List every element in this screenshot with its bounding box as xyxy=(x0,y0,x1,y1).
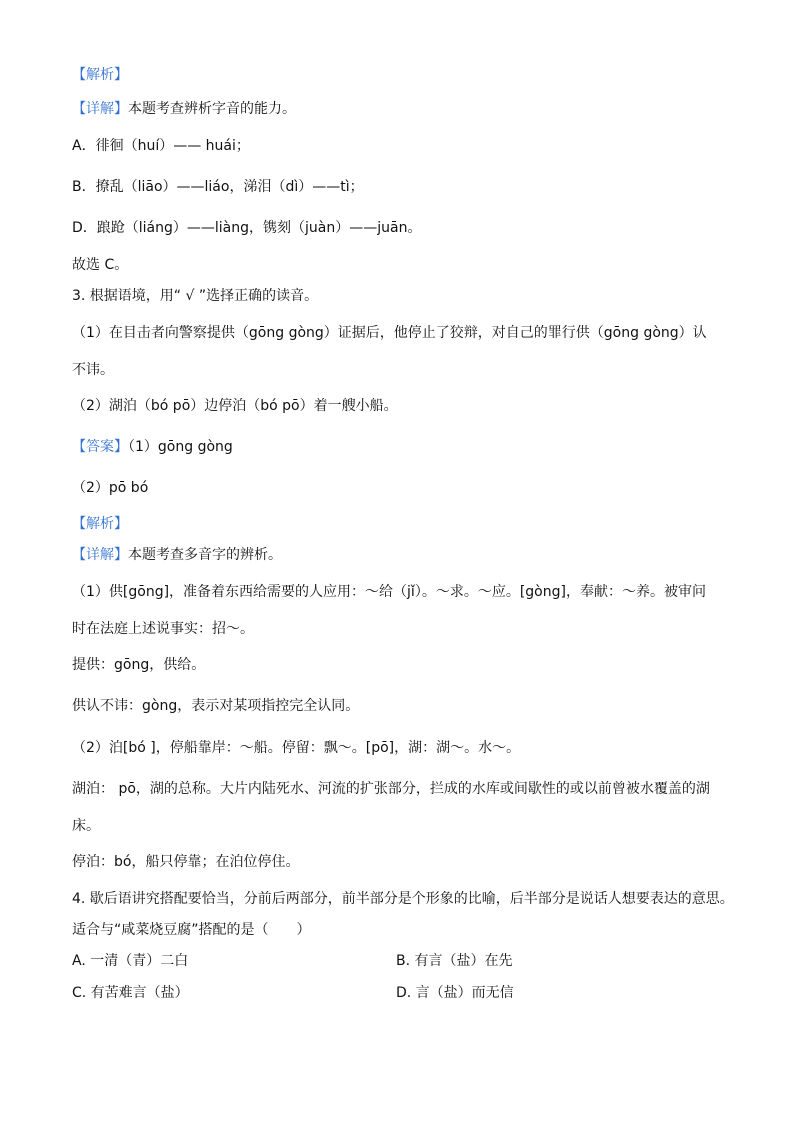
question-3-sentence-1: （1）在目击者向警察提供（gōng gòng）证据后，他停止了狡辩，对自己的罪行供（gōng gòng）认 xyxy=(72,325,707,341)
explanation-2-line-3: 床。 xyxy=(72,818,100,834)
question-4-option-a: A. 一清（青）二白 xyxy=(72,953,189,969)
explanation-1-line-3: 提供：gōng，供给。 xyxy=(72,657,206,673)
detail-text-2: 本题考查多音字的辨析。 xyxy=(128,547,282,563)
answer-1: （1）gōng gòng xyxy=(128,439,233,455)
option-d-explanation: D．踉跄（liáng）——liàng，镌刻（juàn）——juān。 xyxy=(72,220,422,236)
analysis-heading: 【解析】 xyxy=(72,67,128,83)
detail-paragraph-2 xyxy=(72,546,282,564)
explanation-2-line-1: （2）泊[bó ]，停船靠岸：～船。停留：飘～。[pō]，湖：湖～。水～。 xyxy=(72,740,521,756)
question-4-option-d: D. 言（盐）而无信 xyxy=(396,985,514,1001)
question-4-option-c: C. 有苦难言（盐） xyxy=(72,985,189,1001)
explanation-1-line-1: （1）供[gōng]，准备着东西给需要的人应用：～给（jǐ）。～求。～应。[gòng]，奉献：～养。被审问 xyxy=(72,584,706,600)
option-a-explanation: A．徘徊（huí）—— huái； xyxy=(72,138,250,154)
option-b-explanation: B．撩乱（liāo）——liáo，涕泪（dì）——tì； xyxy=(72,179,364,195)
question-4-line-2: 适合与“咸菜烧豆腐”搭配的是（ ） xyxy=(72,922,311,938)
explanation-1-line-4: 供认不讳：gòng，表示对某项指控完全认同。 xyxy=(72,698,360,714)
explanation-2-line-2: 湖泊： pō，湖的总称。大片内陆死水、河流的扩张部分，拦成的水库或间歇性的或以前曾被水覆盖的湖 xyxy=(72,781,710,797)
explanation-1-line-2: 时在法庭上述说事实：招～。 xyxy=(72,621,254,637)
question-3-title: 3. 根据语境，用“ √ ”选择正确的读音。 xyxy=(72,288,319,304)
question-4-line-1: 4. 歇后语讲究搭配要恰当，分前后两部分，前半部分是个形象的比喻，后半部分是说话人想要表达的意思。 xyxy=(72,891,734,907)
analysis-heading-2: 【解析】 xyxy=(72,516,128,532)
detail-tag-2: 【详解】 xyxy=(72,547,128,563)
detail-tag: 【详解】 xyxy=(72,101,128,117)
explanation-2-line-4: 停泊：bó，船只停靠；在泊位停住。 xyxy=(72,854,300,870)
question-4-option-b: B. 有言（盐）在先 xyxy=(396,953,513,969)
answer-line-2: （2）pō bó xyxy=(72,480,149,496)
detail-paragraph xyxy=(72,100,296,118)
answer-line-1 xyxy=(72,438,233,456)
choose-answer: 故选 C。 xyxy=(72,257,129,273)
detail-text: 本题考查辨析字音的能力。 xyxy=(128,101,296,117)
answer-tag: 【答案】 xyxy=(72,439,128,455)
question-3-sentence-2: （2）湖泊（bó pō）边停泊（bó pō）着一艘小船。 xyxy=(72,398,398,414)
question-3-sentence-1-cont: 不讳。 xyxy=(72,362,114,378)
